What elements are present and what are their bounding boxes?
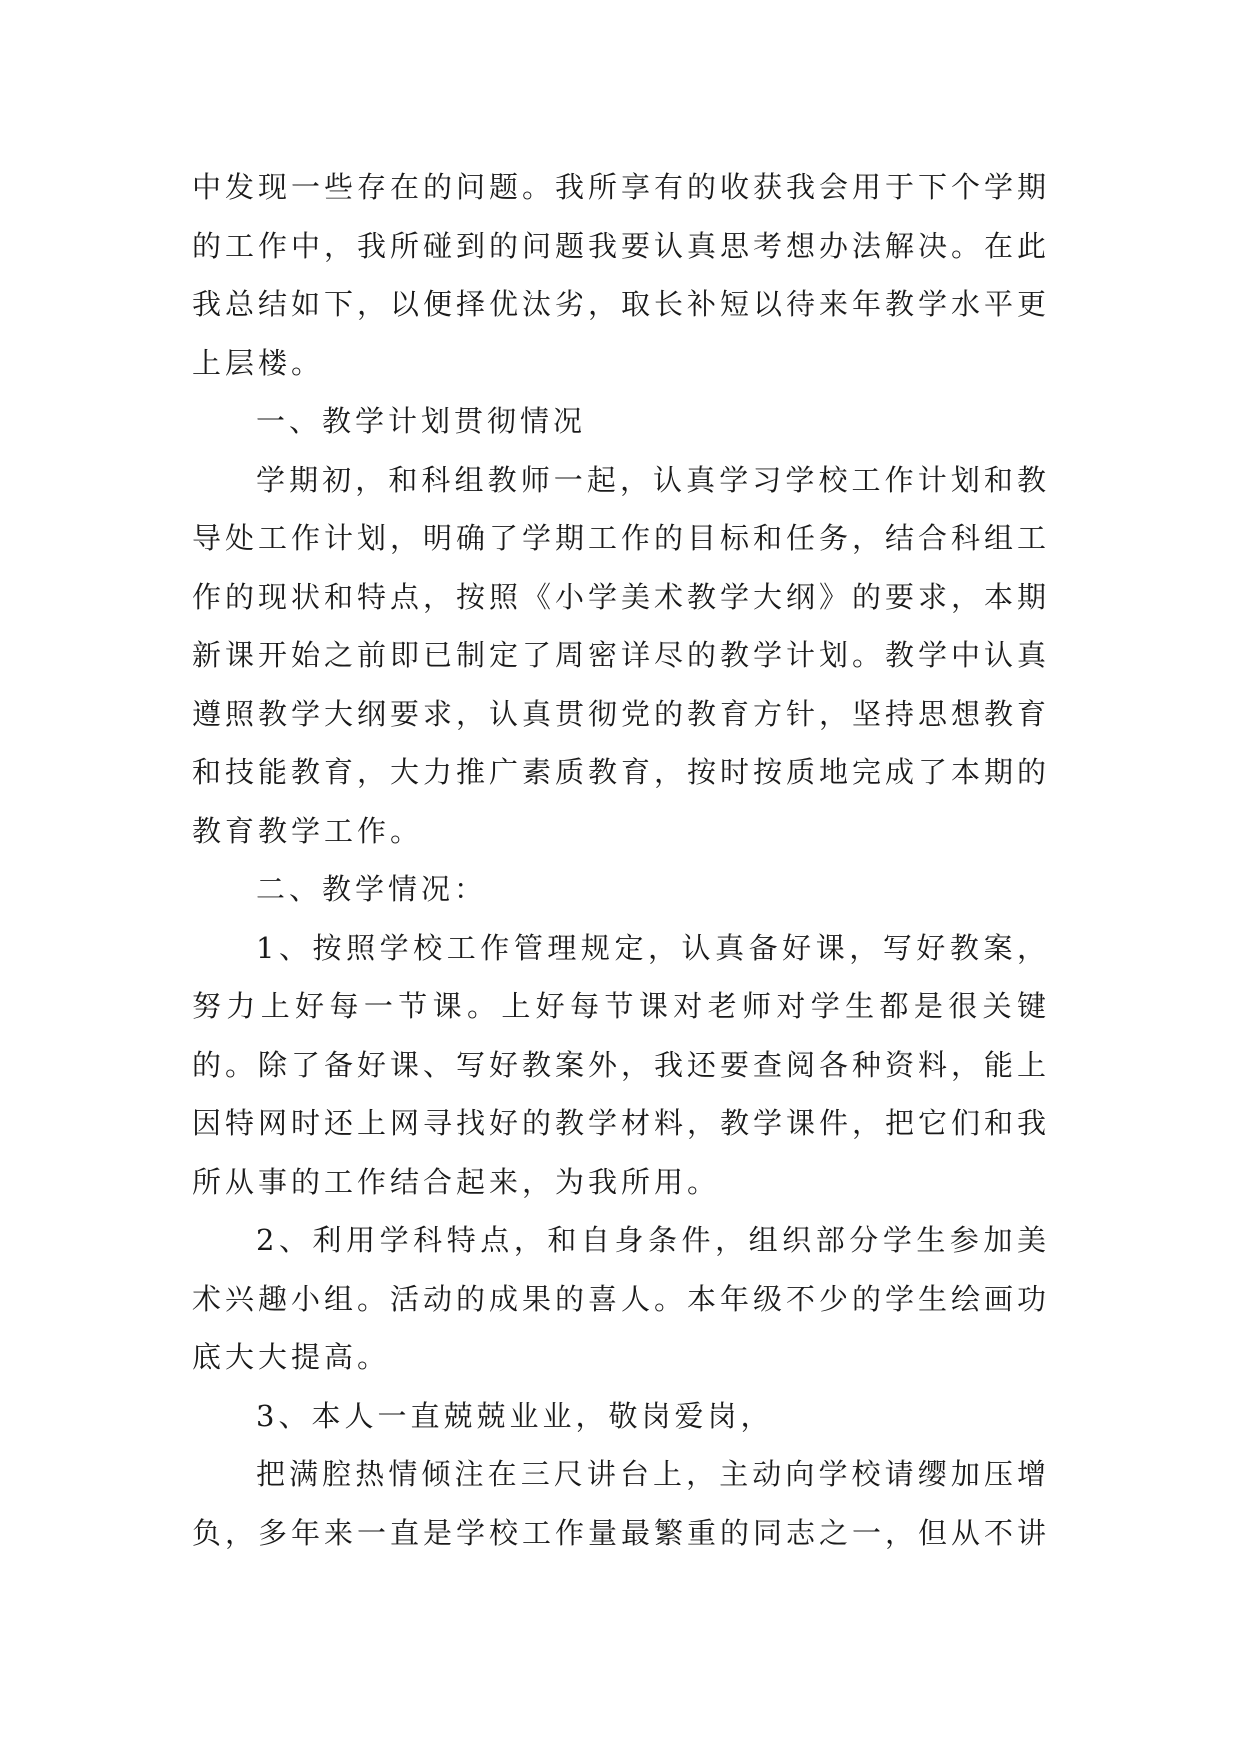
paragraph-teaching-plan: 学期初，和科组教师一起，认真学习学校工作计划和教导处工作计划，明确了学期工作的目标和任务，结合科组工作的现状和特点，按照《小学美术教学大纲》的要求，本期新课开始之前即已制定了周密详尽的教学计划。教学中认真遵照教学大纲要求，认真贯彻党的教育方针，坚持思想教育和技能教育，大力推广素质教育，按时按质地完成了本期的教育教学工作。: [192, 462, 1051, 848]
paragraph-intro-continued: 中发现一些存在的问题。我所享有的收获我会用于下个学期的工作中，我所碰到的问题我要认真思考想办法解决。在此我总结如下，以便择优汰劣，取长补短以待来年教学水平更上层楼。: [192, 170, 1051, 380]
paragraph-item-2: 2、利用学科特点，和自身条件，组织部分学生参加美术兴趣小组。活动的成果的喜人。本年级不少的学生绘画功底大大提高。: [192, 1223, 1051, 1374]
paragraph-item-1: 1、按照学校工作管理规定，认真备好课，写好教案，努力上好每一节课。上好每节课对老师对学生都是很关键的。除了备好课、写好教案外，我还要查阅各种资料，能上因特网时还上网寻找好的教学材料，教学课件，把它们和我所从事的工作结合起来，为我所用。: [192, 930, 1051, 1199]
paragraph-item-3-continued: 把满腔热情倾注在三尺讲台上，主动向学校请缨加压增负，多年来一直是学校工作量最繁重的同志之一，但从不讲: [192, 1457, 1051, 1550]
document-page: [192, 158, 1050, 1562]
paragraph-item-3: 3、本人一直兢兢业业，敬岗爱岗，: [256, 1398, 774, 1433]
section-heading-teaching-plan: 一、教学计划贯彻情况: [256, 404, 587, 438]
section-heading-teaching-situation: 二、教学情况：: [256, 872, 488, 906]
